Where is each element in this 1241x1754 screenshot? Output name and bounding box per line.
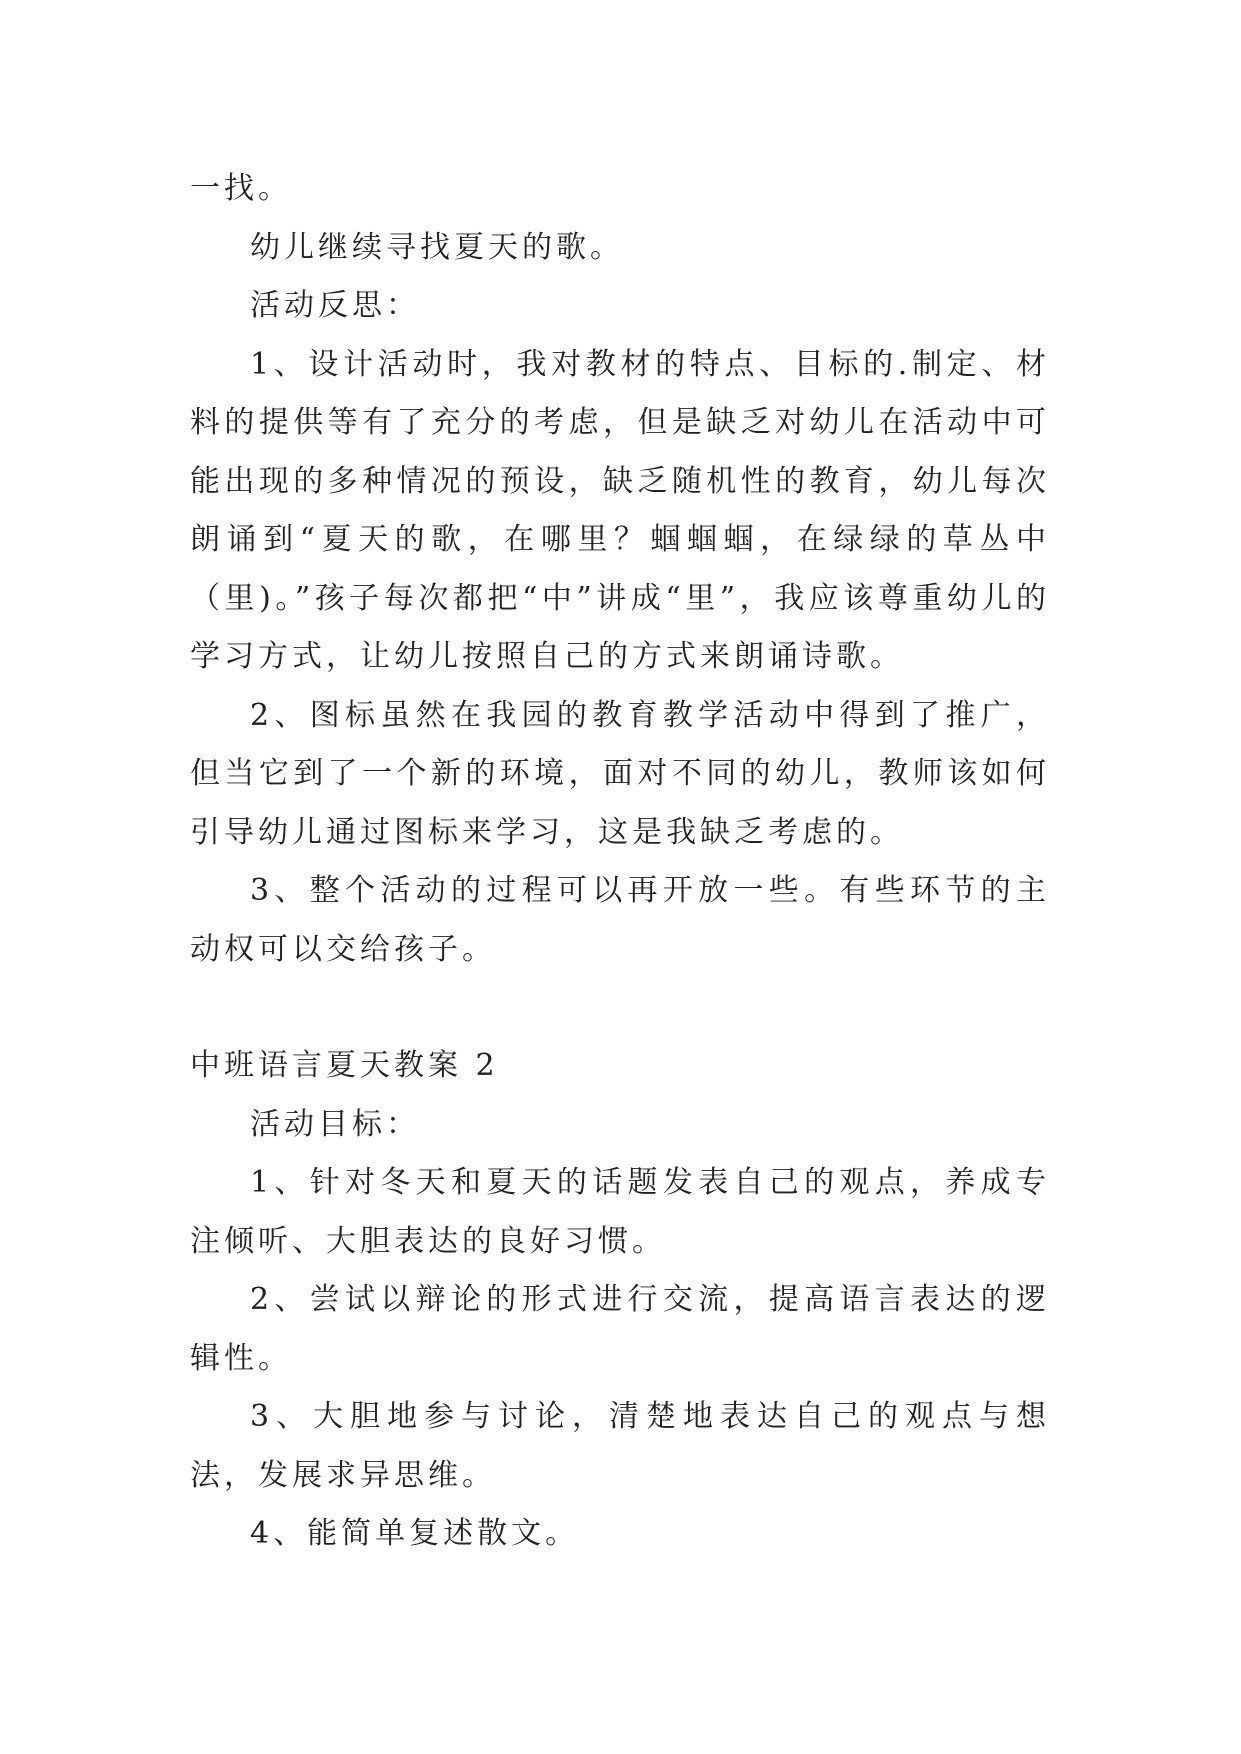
goals-heading: 活动目标： xyxy=(250,1106,420,1142)
goal-item: 3、大胆地参与讨论，清楚地表达自己的观点与想法，发展求异思维。 xyxy=(190,1399,1050,1493)
goal-item: 2、尝试以辩论的形式进行交流，提高语言表达的逻辑性。 xyxy=(190,1282,1050,1376)
section-gap xyxy=(190,979,1050,1037)
reflection-item: 1、设计活动时，我对教材的特点、目标的.制定、材料的提供等有了充分的考虑，但是缺乏对幼儿在活动中可能出现的多种情况的预设，缺乏随机性的教育，幼儿每次朗诵到“夏天的歌，在哪里？蝈蝈蝈，在绿绿的草丛中（里)。”孩子每次都把“中”讲成“里”，我应该尊重幼儿的学习方式，让幼儿按照自己的方式来朗诵诗歌。 xyxy=(190,346,1050,674)
continuation-text: 一找。 xyxy=(190,171,292,206)
document-body xyxy=(190,160,1050,1564)
paragraph: 幼儿继续寻找夏天的歌。 xyxy=(250,229,624,265)
goal-item: 4、能简单复述散文。 xyxy=(250,1516,580,1551)
reflection-heading: 活动反思： xyxy=(250,288,420,323)
goal-item: 1、针对冬天和夏天的话题发表自己的观点，养成专注倾听、大胆表达的良好习惯。 xyxy=(190,1165,1050,1259)
reflection-item: 2、图标虽然在我园的教育教学活动中得到了推广，但当它到了一个新的环境，面对不同的幼儿，教师该如何引导幼儿通过图标来学习，这是我缺乏考虑的。 xyxy=(190,697,1050,850)
section-title: 中班语言夏天教案 2 xyxy=(190,1048,499,1083)
reflection-item: 3、整个活动的过程可以再开放一些。有些环节的主动权可以交给孩子。 xyxy=(190,873,1050,967)
